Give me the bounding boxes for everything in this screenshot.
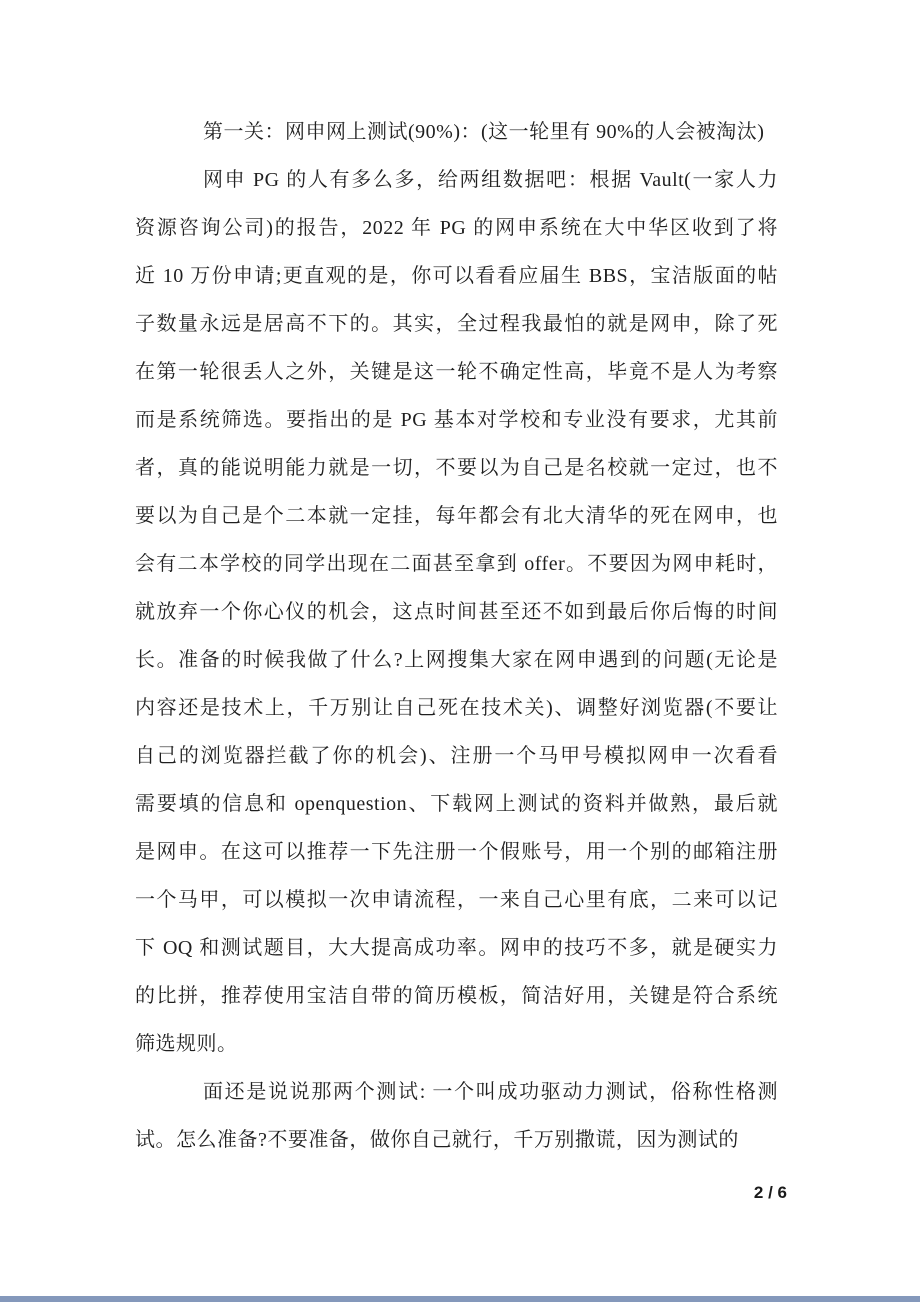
text-line: 一个马甲，可以模拟一次申请流程，一来自己心里有底，二来可以记 — [135, 889, 778, 911]
text-line: 资源咨询公司)的报告，2022 年 PG 的网申系统在大中华区收到了将 — [135, 217, 778, 239]
text-line: 内容还是技术上，千万别让自己死在技术关)、调整好浏览器(不要让 — [135, 697, 778, 719]
text-line: 筛选规则。 — [135, 1033, 238, 1055]
text-line: 就放弃一个你心仪的机会，这点时间甚至还不如到最后你后悔的时间 — [135, 601, 778, 623]
text-line: 需要填的信息和 openquestion、下载网上测试的资料并做熟，最后就 — [135, 793, 778, 815]
text-line: 自己的浏览器拦截了你的机会)、注册一个马甲号模拟网申一次看看 — [135, 745, 778, 767]
text-line: 近 10 万份申请;更直观的是，你可以看看应届生 BBS，宝洁版面的帖 — [135, 265, 778, 287]
text-line: 下 OQ 和测试题目，大大提高成功率。网申的技巧不多，就是硬实力 — [135, 937, 778, 959]
text-line: 试。怎么准备?不要准备，做你自己就行，千万别撒谎，因为测试的 — [135, 1129, 739, 1151]
text-line: 是网申。在这可以推荐一下先注册一个假账号，用一个别的邮箱注册 — [135, 841, 778, 863]
text-line: 长。准备的时候我做了什么?上网搜集大家在网申遇到的问题(无论是 — [135, 649, 778, 671]
text-line: 的比拼，推荐使用宝洁自带的简历模板，简洁好用，关键是符合系统 — [135, 985, 778, 1007]
text-line: 子数量永远是居高不下的。其实，全过程我最怕的就是网申，除了死 — [135, 313, 778, 335]
document-body — [135, 108, 778, 1164]
page-number: 2 / 6 — [753, 1183, 787, 1202]
text-line: 网申 PG 的人有多么多，给两组数据吧：根据 Vault(一家人力 — [203, 169, 778, 191]
text-line: 面还是说说那两个测试: 一个叫成功驱动力测试，俗称性格测 — [203, 1081, 778, 1103]
text-line: 而是系统筛选。要指出的是 PG 基本对学校和专业没有要求，尤其前 — [135, 409, 778, 431]
text-line: 第一关：网申网上测试(90%)：(这一轮里有 90%的人会被淘汰) — [203, 121, 765, 143]
text-line: 者，真的能说明能力就是一切，不要以为自己是名校就一定过，也不 — [135, 457, 778, 479]
text-line: 在第一轮很丢人之外，关键是这一轮不确定性高，毕竟不是人为考察 — [135, 361, 778, 383]
text-line: 会有二本学校的同学出现在二面甚至拿到 offer。不要因为网申耗时， — [135, 553, 778, 575]
text-line: 要以为自己是个二本就一定挂，每年都会有北大清华的死在网申，也 — [135, 505, 778, 527]
footer-divider — [0, 1296, 920, 1302]
